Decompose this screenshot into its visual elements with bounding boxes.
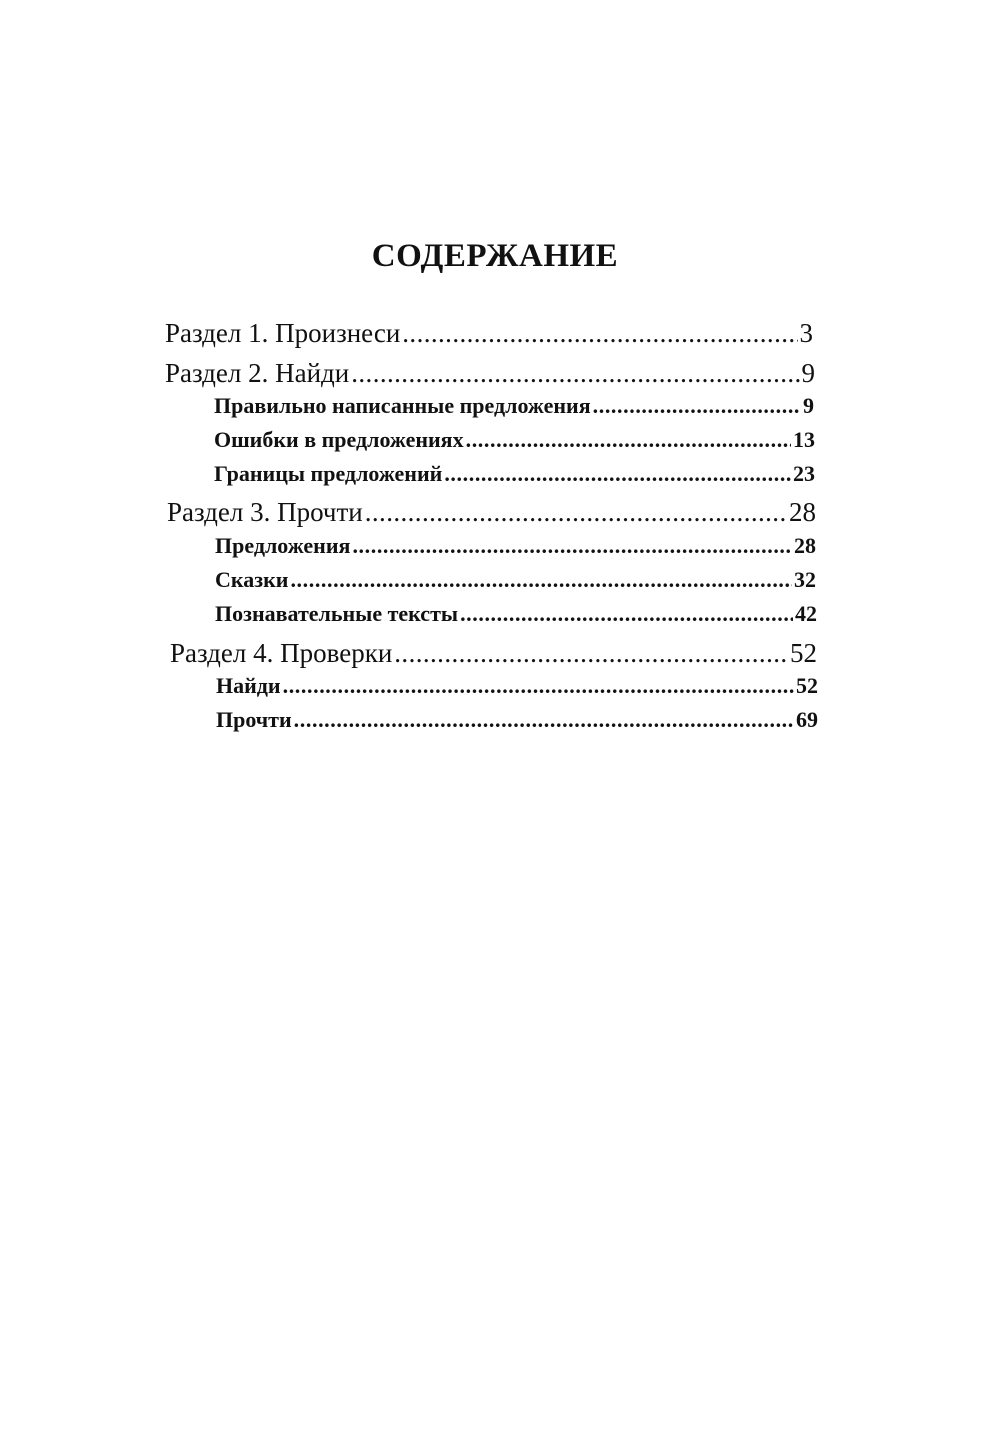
toc-entry-label: Познавательные тексты xyxy=(215,601,459,626)
toc-entry-section-1 xyxy=(165,318,813,349)
toc-entry-label: Сказки xyxy=(215,567,289,592)
toc-entry-page: 9 xyxy=(803,393,814,418)
toc-entry-subsection xyxy=(214,461,815,487)
dot-leader xyxy=(365,497,787,528)
toc-entry-subsection xyxy=(214,427,815,453)
toc-entry-page: 32 xyxy=(794,567,816,592)
toc-entry-label: Правильно написанные предложения xyxy=(214,393,591,418)
dot-leader xyxy=(290,567,792,593)
toc-entry-page: 13 xyxy=(793,427,815,452)
toc-entry-page: 28 xyxy=(789,497,816,527)
toc-entry-label: Раздел 2. Найди xyxy=(165,358,350,388)
toc-entry-page: 23 xyxy=(793,461,815,486)
toc-entry-label: Предложения xyxy=(215,533,351,558)
dot-leader xyxy=(444,461,791,487)
toc-entry-page: 3 xyxy=(799,318,813,348)
toc-entry-page: 69 xyxy=(796,707,818,732)
toc-entry-page: 9 xyxy=(801,358,815,388)
toc-entry-subsection xyxy=(216,673,818,699)
toc-entry-page: 52 xyxy=(790,638,817,668)
toc-entry-subsection xyxy=(215,601,817,627)
toc-entry-page: 42 xyxy=(795,601,817,626)
toc-entry-label: Раздел 1. Произнеси xyxy=(165,318,401,348)
toc-entry-label: Найди xyxy=(216,673,281,698)
dot-leader xyxy=(593,393,801,419)
toc-entry-section-2 xyxy=(165,358,815,389)
dot-leader xyxy=(283,673,794,699)
toc-entry-page: 52 xyxy=(796,673,818,698)
toc-entry-label: Прочти xyxy=(216,707,292,732)
toc-entry-subsection xyxy=(215,567,816,593)
toc-entry-subsection xyxy=(215,533,816,559)
toc-entry-label: Ошибки в предложениях xyxy=(214,427,464,452)
toc-entry-label: Раздел 4. Проверки xyxy=(170,638,393,668)
toc-entry-section-4 xyxy=(170,638,817,669)
toc-entry-label: Раздел 3. Прочти xyxy=(167,497,363,527)
dot-leader xyxy=(351,358,799,389)
toc-entry-subsection xyxy=(214,393,814,419)
toc-entry-label: Границы предложений xyxy=(214,461,443,486)
dot-leader xyxy=(394,638,788,669)
dot-leader xyxy=(294,707,794,733)
dot-leader xyxy=(402,318,797,349)
toc-entry-subsection xyxy=(216,707,818,733)
toc-entry-section-3 xyxy=(167,497,816,528)
page-title: СОДЕРЖАНИЕ xyxy=(371,238,619,274)
dot-leader xyxy=(466,427,791,453)
dot-leader xyxy=(352,533,792,559)
dot-leader xyxy=(460,601,793,627)
toc-entry-page: 28 xyxy=(794,533,816,558)
